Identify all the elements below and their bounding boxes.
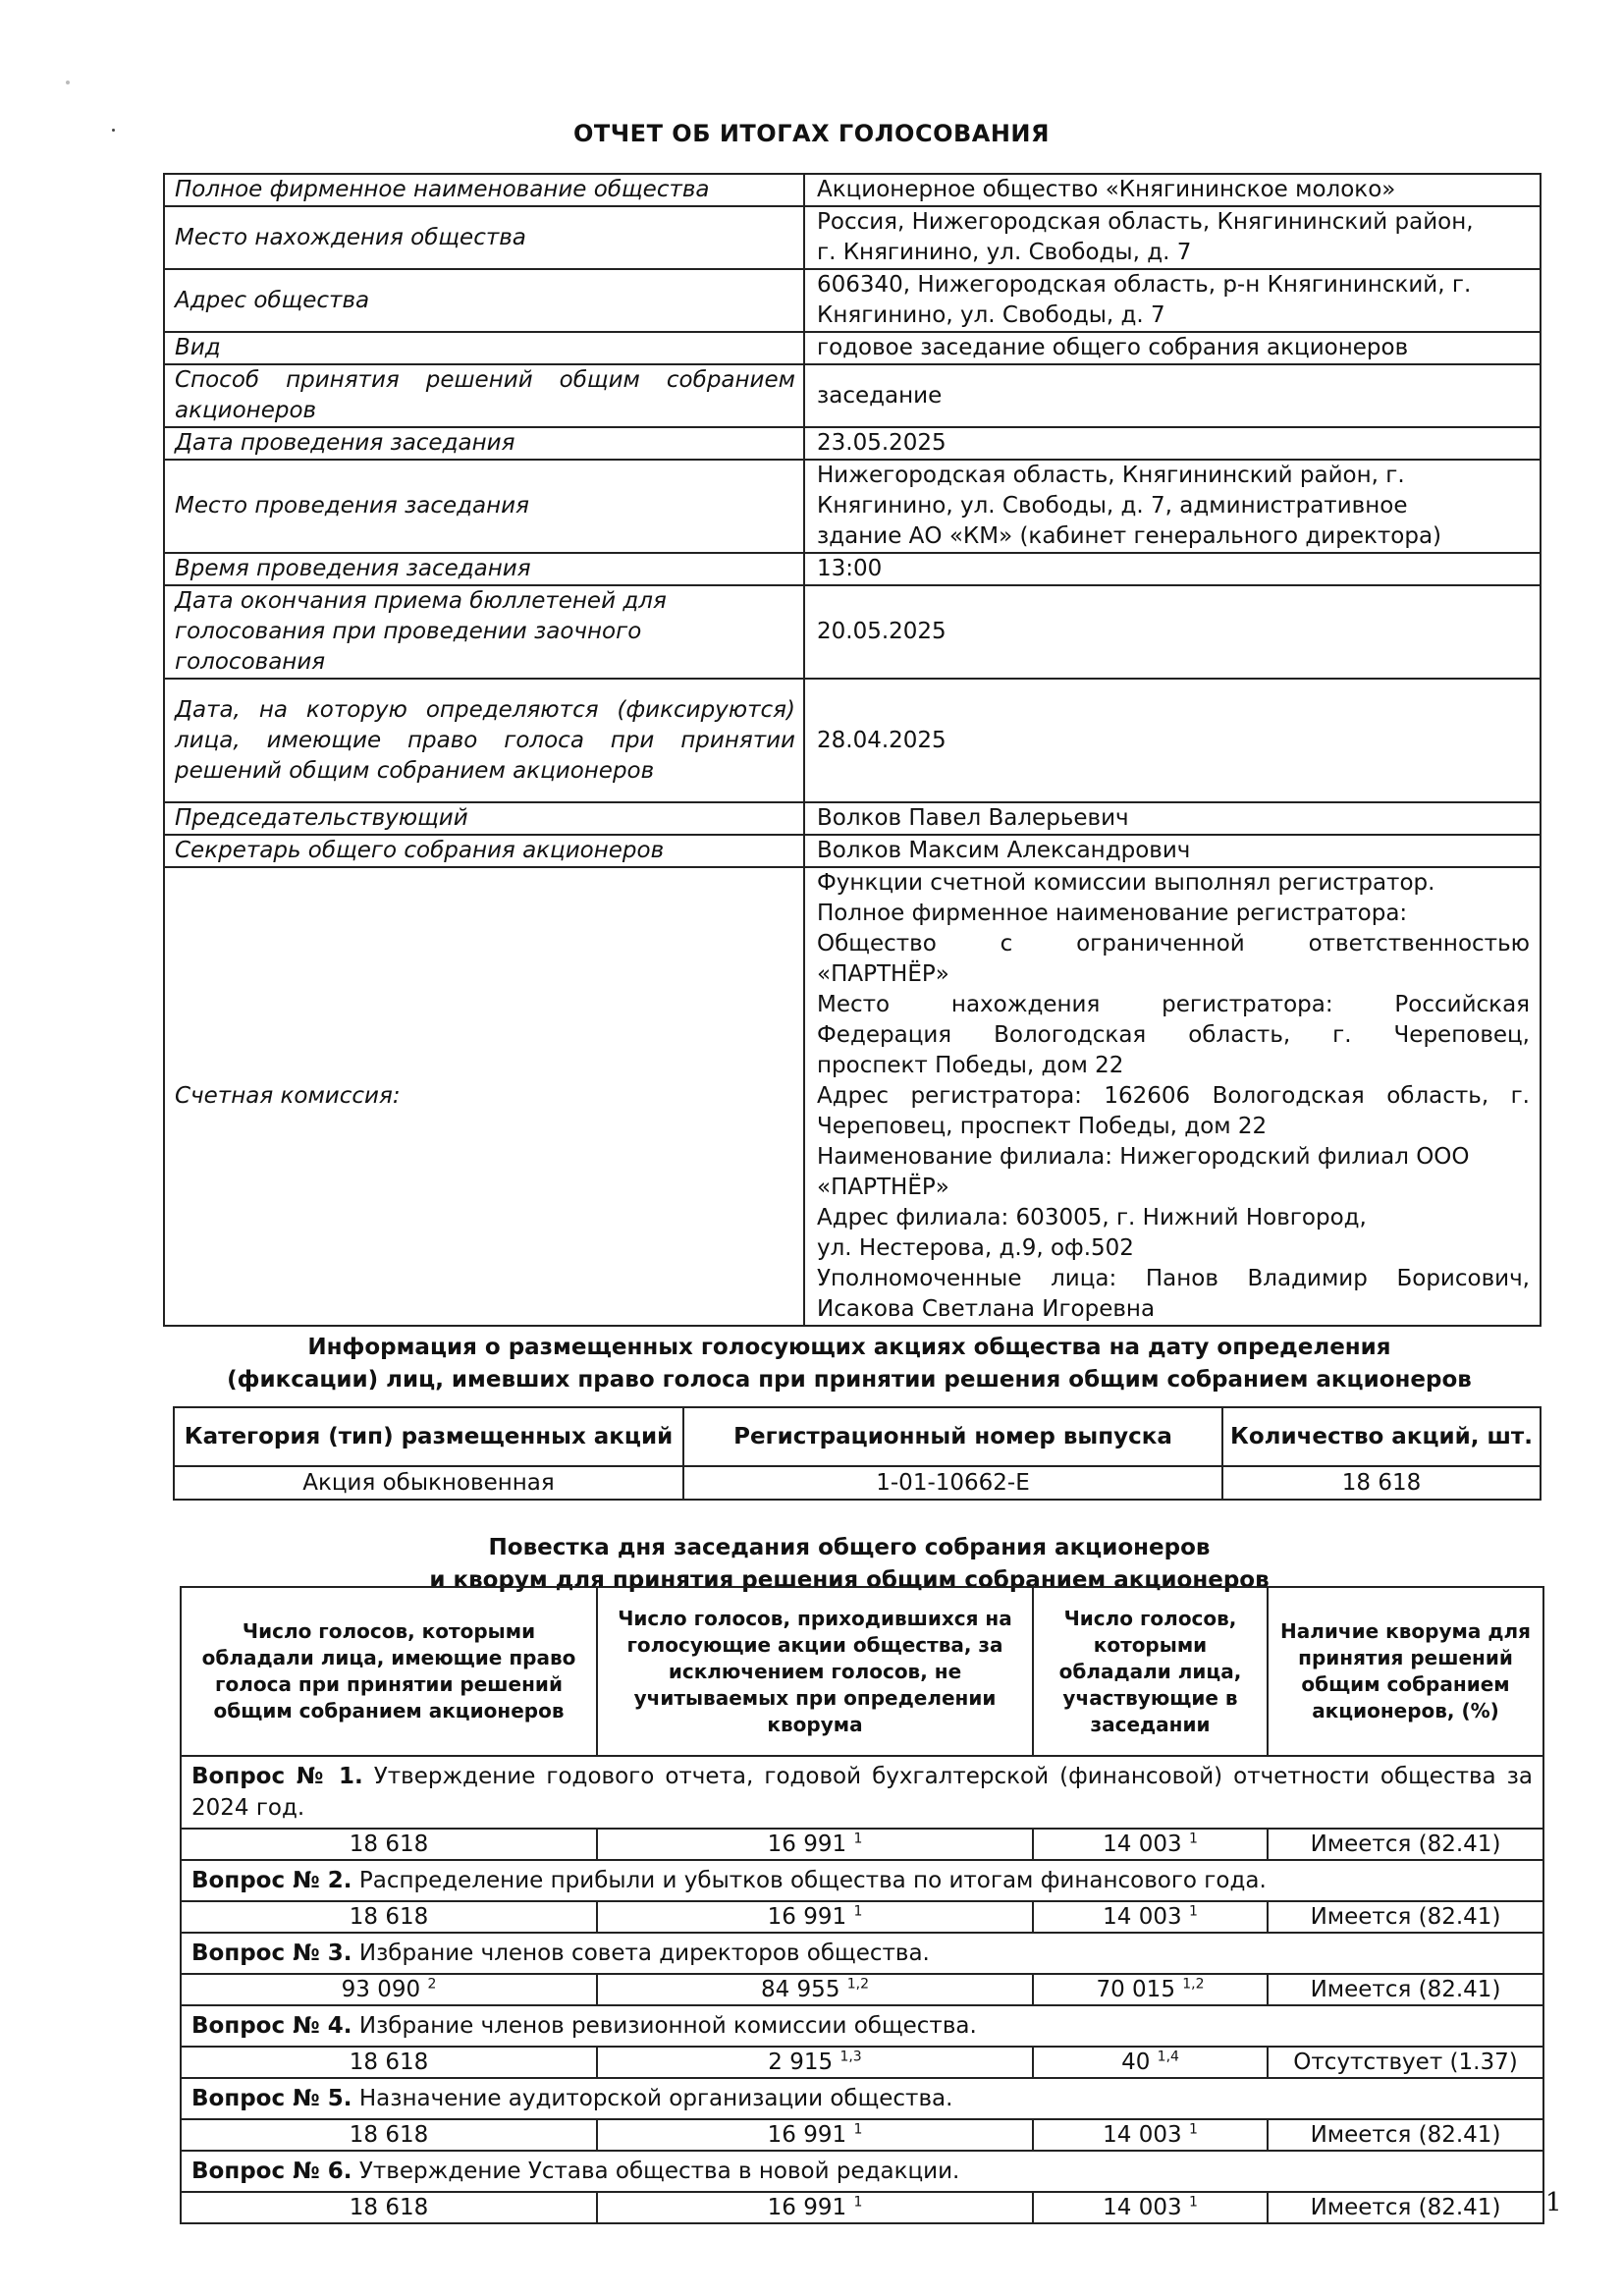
agenda-question-row bbox=[181, 2078, 1543, 2119]
total-votes: 18 618 bbox=[181, 2047, 597, 2078]
info-row bbox=[164, 427, 1541, 460]
info-value: Волков Максим Александрович bbox=[804, 835, 1541, 867]
column-header: Категория (тип) размещенных акций bbox=[174, 1407, 683, 1466]
counted-votes: 84 955 $^{1,2}$ bbox=[597, 1974, 1033, 2005]
info-label: Адрес общества bbox=[164, 269, 804, 332]
agenda-quorum-table bbox=[180, 1586, 1544, 2224]
column-header: Количество акций, шт. bbox=[1222, 1407, 1541, 1466]
counted-votes: 16 991 $^1$ bbox=[597, 1901, 1033, 1933]
counted-votes: 16 991 $^1$ bbox=[597, 2192, 1033, 2223]
info-row bbox=[164, 460, 1541, 553]
present-votes: 14 003 $^1$ bbox=[1033, 1901, 1268, 1933]
quorum-status: Отсутствует (1.37) bbox=[1268, 2047, 1543, 2078]
shares-section-title: Информация о размещенных голосующих акциях общества на дату определения (фиксации) лиц, имевших право голоса при принятии решения общим собранием акционеров bbox=[227, 1335, 1472, 1393]
info-value: Россия, Нижегородская область, Княгининский район, г. Княгинино, ул. Свободы, д. 7 bbox=[804, 206, 1541, 269]
info-row bbox=[164, 174, 1541, 206]
agenda-question: Вопрос № 4. Избрание членов ревизионной комиссии общества. bbox=[181, 2005, 1543, 2047]
quorum-status: Имеется (82.41) bbox=[1268, 1974, 1543, 2005]
info-value: 20.05.2025 bbox=[804, 585, 1541, 679]
agenda-question-row bbox=[181, 2005, 1543, 2047]
column-header: Регистрационный номер выпуска bbox=[683, 1407, 1222, 1466]
total-votes: 18 618 bbox=[181, 1901, 597, 1933]
total-votes: 18 618 bbox=[181, 2119, 597, 2151]
info-label: Председательствующий bbox=[164, 802, 804, 835]
total-votes: 93 090 $^2$ bbox=[181, 1974, 597, 2005]
agenda-question: Вопрос № 1. Утверждение годового отчета, годовой бухгалтерской (финансовой) отчетности общества за 2024 год. bbox=[181, 1756, 1543, 1829]
present-votes: 14 003 $^1$ bbox=[1033, 1829, 1268, 1860]
table-header-row bbox=[174, 1407, 1541, 1466]
agenda-question: Вопрос № 6. Утверждение Устава общества в новой редакции. bbox=[181, 2151, 1543, 2192]
info-row bbox=[164, 364, 1541, 427]
quorum-status: Имеется (82.41) bbox=[1268, 1901, 1543, 1933]
info-value: Акционерное общество «Княгининское молоко» bbox=[804, 174, 1541, 206]
agenda-question-row bbox=[181, 2151, 1543, 2192]
agenda-question: Вопрос № 2. Распределение прибыли и убытков общества по итогам финансового года. bbox=[181, 1860, 1543, 1901]
quorum-values-row bbox=[181, 2119, 1543, 2151]
scan-artifact bbox=[66, 81, 70, 84]
quorum-values-row bbox=[181, 1901, 1543, 1933]
info-label: Способ принятия решений общим собранием акционеров bbox=[164, 364, 804, 427]
present-votes: 14 003 $^1$ bbox=[1033, 2119, 1268, 2151]
info-row bbox=[164, 206, 1541, 269]
column-header: Число голосов, приходившихся на голосующие акции общества, за исключением голосов, не учитываемых при определении кворума bbox=[597, 1587, 1033, 1756]
share-category: Акция обыкновенная bbox=[174, 1466, 683, 1500]
page-title: ОТЧЕТ ОБ ИТОГАХ ГОЛОСОВАНИЯ bbox=[573, 120, 1050, 147]
info-value: заседание bbox=[804, 364, 1541, 427]
quorum-status: Имеется (82.41) bbox=[1268, 2119, 1543, 2151]
meeting-info-table bbox=[163, 173, 1542, 1327]
agenda-question: Вопрос № 5. Назначение аудиторской организации общества. bbox=[181, 2078, 1543, 2119]
agenda-question: Вопрос № 3. Избрание членов совета директоров общества. bbox=[181, 1933, 1543, 1974]
voting-shares-table bbox=[173, 1406, 1542, 1501]
quorum-section-title: Повестка дня заседания общего собрания акционеров и кворум для принятия решения общим собранием акционеров bbox=[429, 1535, 1270, 1593]
info-row bbox=[164, 269, 1541, 332]
info-label: Вид bbox=[164, 332, 804, 364]
info-row bbox=[164, 585, 1541, 679]
agenda-question-row bbox=[181, 1860, 1543, 1901]
info-label: Секретарь общего собрания акционеров bbox=[164, 835, 804, 867]
quorum-values-row bbox=[181, 1829, 1543, 1860]
info-label: Дата проведения заседания bbox=[164, 427, 804, 460]
counted-votes: 2 915 $^{1,3}$ bbox=[597, 2047, 1033, 2078]
counted-votes: 16 991 $^1$ bbox=[597, 2119, 1033, 2151]
info-row bbox=[164, 835, 1541, 867]
info-label: Полное фирменное наименование общества bbox=[164, 174, 804, 206]
column-header: Число голосов, которыми обладали лица, участвующие в заседании bbox=[1033, 1587, 1268, 1756]
info-row-counting-commission bbox=[164, 867, 1541, 1326]
share-count: 18 618 bbox=[1222, 1466, 1541, 1500]
info-label: Дата, на которую определяются (фиксируются) лица, имеющие право голоса при принятии решений общим собранием акционеров bbox=[164, 679, 804, 802]
quorum-status: Имеется (82.41) bbox=[1268, 1829, 1543, 1860]
info-label: Место проведения заседания bbox=[164, 460, 804, 553]
info-value: 606340, Нижегородская область, р-н Княгининский, г. Княгинино, ул. Свободы, д. 7 bbox=[804, 269, 1541, 332]
table-row bbox=[174, 1466, 1541, 1500]
quorum-status: Имеется (82.41) bbox=[1268, 2192, 1543, 2223]
total-votes: 18 618 bbox=[181, 1829, 597, 1860]
total-votes: 18 618 bbox=[181, 2192, 597, 2223]
info-value: годовое заседание общего собрания акционеров bbox=[804, 332, 1541, 364]
quorum-values-row bbox=[181, 1974, 1543, 2005]
counted-votes: 16 991 $^1$ bbox=[597, 1829, 1033, 1860]
info-label: Время проведения заседания bbox=[164, 553, 804, 585]
info-row bbox=[164, 553, 1541, 585]
registration-number: 1-01-10662-E bbox=[683, 1466, 1222, 1500]
info-row bbox=[164, 332, 1541, 364]
info-row bbox=[164, 679, 1541, 802]
info-value: 23.05.2025 bbox=[804, 427, 1541, 460]
quorum-values-row bbox=[181, 2047, 1543, 2078]
info-value: 13:00 bbox=[804, 553, 1541, 585]
present-votes: 70 015 $^{1,2}$ bbox=[1033, 1974, 1268, 2005]
info-value: 28.04.2025 bbox=[804, 679, 1541, 802]
quorum-values-row bbox=[181, 2192, 1543, 2223]
present-votes: 40 $^{1,4}$ bbox=[1033, 2047, 1268, 2078]
info-label: Счетная комиссия: bbox=[164, 867, 804, 1326]
table-header-row bbox=[181, 1587, 1543, 1756]
info-label: Дата окончания приема бюллетеней для голосования при проведении заочного голосования bbox=[164, 585, 804, 679]
info-value: Функции счетной комиссии выполнял регистратор. Полное фирменное наименование регистратора: Общество с ограниченной ответственностью «ПАРТНЁР» Место нахождения регистратора: Российская Федерация Вологодская область, г. Череповец, проспект Победы, дом 22 Адрес регистратора: 162606 Вологодская область, г. Череповец, проспект Победы, дом 22 Наименование филиала: Нижегородский филиал ООО «ПАРТНЁР» Адрес филиала: 603005, г. Нижний Новгород, ул. Нестерова, д.9, оф.502 Уполномоченные лица: Панов Владимир Борисович, Исакова Светлана Игоревна bbox=[804, 867, 1541, 1326]
agenda-question-row bbox=[181, 1756, 1543, 1829]
agenda-question-row bbox=[181, 1933, 1543, 1974]
page-number: 1 bbox=[1545, 2188, 1562, 2217]
column-header: Наличие кворума для принятия решений общим собранием акционеров, (%) bbox=[1268, 1587, 1543, 1756]
info-label: Место нахождения общества bbox=[164, 206, 804, 269]
column-header: Число голосов, которыми обладали лица, имеющие право голоса при принятии решений общим собранием акционеров bbox=[181, 1587, 597, 1756]
present-votes: 14 003 $^1$ bbox=[1033, 2192, 1268, 2223]
info-row bbox=[164, 802, 1541, 835]
info-value: Нижегородская область, Княгининский район, г. Княгинино, ул. Свободы, д. 7, административное здание АО «КМ» (кабинет генерального директора) bbox=[804, 460, 1541, 553]
info-value: Волков Павел Валерьевич bbox=[804, 802, 1541, 835]
